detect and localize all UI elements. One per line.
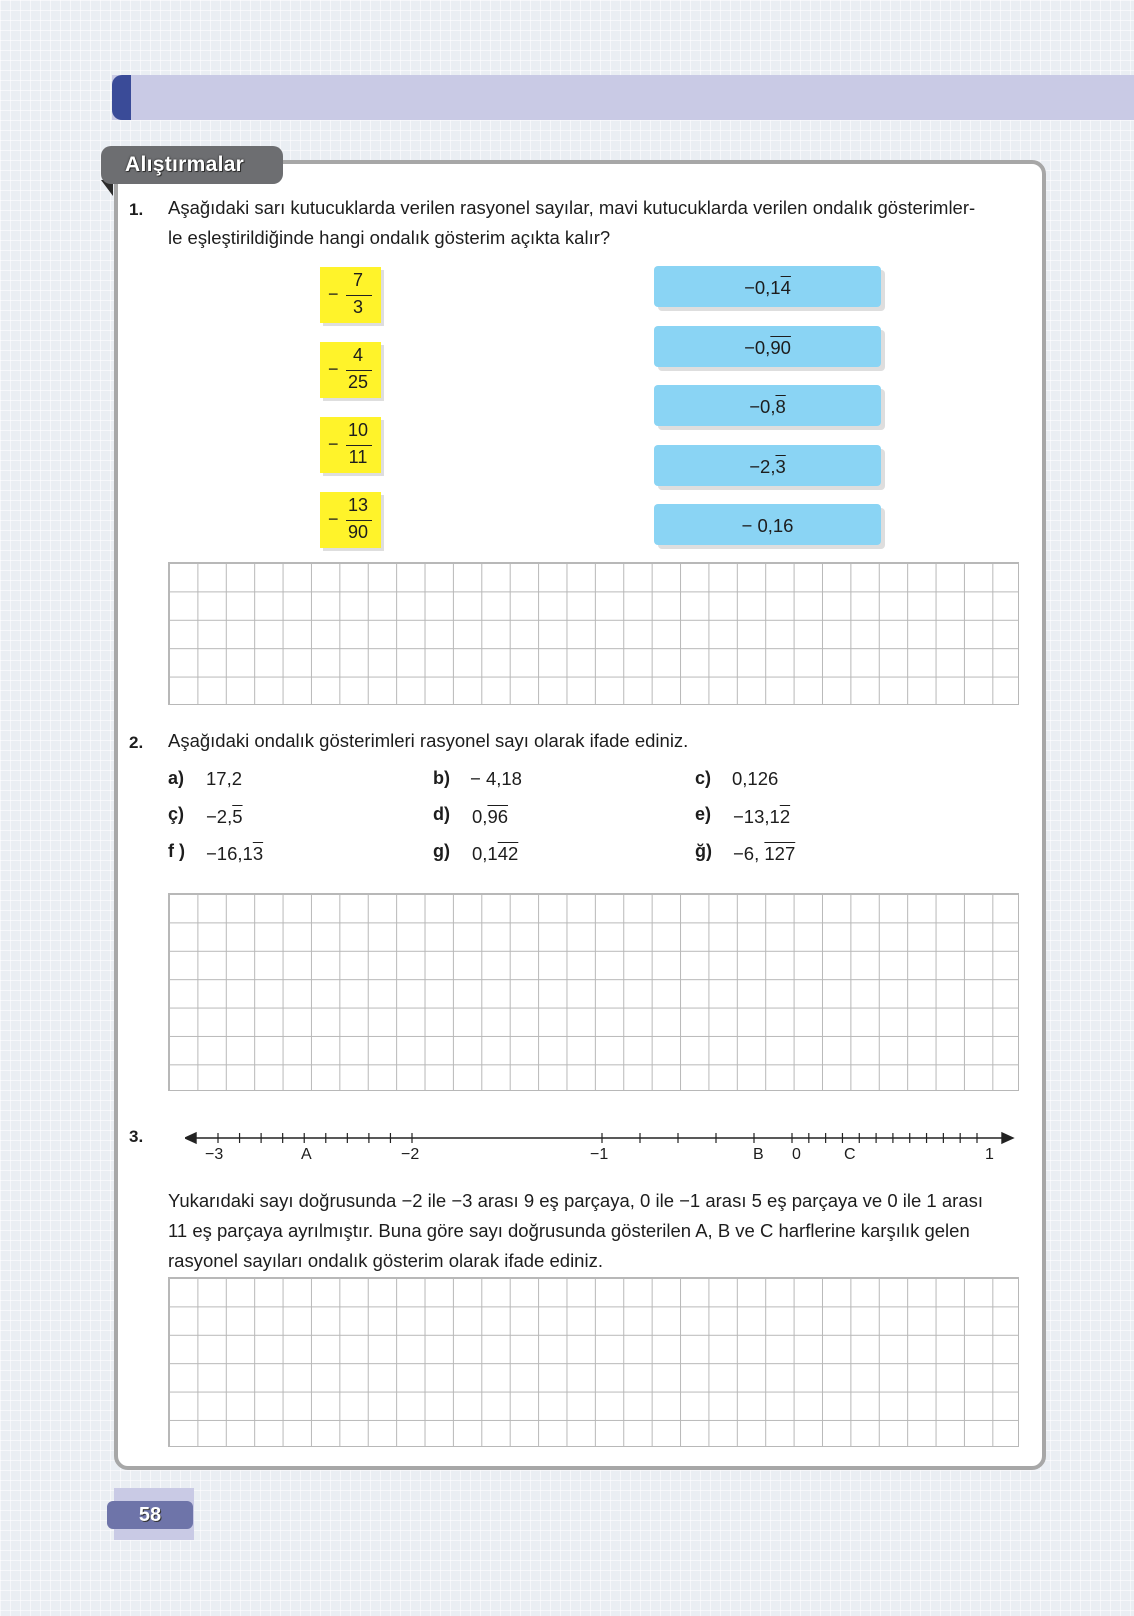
blue-box-4[interactable] bbox=[654, 445, 881, 486]
axis-label-one: 1 bbox=[985, 1146, 994, 1163]
decimal-prefix: −16,1 bbox=[206, 843, 253, 864]
right-arrow-icon bbox=[1002, 1133, 1013, 1143]
q2-label-g: g) bbox=[433, 841, 450, 861]
left-arrow-icon bbox=[185, 1133, 196, 1143]
axis-label-neg1: −1 bbox=[590, 1146, 609, 1163]
fraction-sign: − bbox=[328, 284, 339, 304]
axis-label-A: A bbox=[301, 1146, 312, 1163]
decimal-prefix: 0, bbox=[472, 806, 488, 827]
decimal-prefix: 0,126 bbox=[732, 768, 779, 789]
q2-label-f: f ) bbox=[168, 841, 185, 861]
number-line bbox=[185, 1128, 1015, 1148]
decimal-repeat: 127 bbox=[764, 843, 796, 864]
q2-text: Aşağıdaki ondalık gösterimleri rasyonel sayı olarak ifade ediniz. bbox=[168, 730, 689, 751]
q2-value-f bbox=[206, 843, 263, 865]
q1-answer-grid[interactable] bbox=[168, 562, 1019, 705]
header-band bbox=[112, 75, 1134, 120]
section-title: Alıştırmalar bbox=[101, 146, 283, 184]
q2-label-a: a) bbox=[168, 768, 185, 788]
decimal-prefix: 0,1 bbox=[472, 843, 498, 864]
decimal-prefix: − 0,16 bbox=[741, 515, 794, 536]
q2-label-b: b) bbox=[433, 768, 450, 788]
fraction-denominator: 90 bbox=[347, 522, 369, 542]
fraction-denominator: 3 bbox=[352, 297, 363, 317]
q3-text-line1: Yukarıdaki sayı doğrusunda −2 ile −3 arası 9 eş parçaya, 0 ile −1 arası 5 eş parçaya ve 0 ile 1 arası bbox=[168, 1190, 983, 1211]
q2-value-g bbox=[472, 843, 518, 865]
fraction-sign: − bbox=[328, 434, 339, 454]
decimal-prefix: −6, bbox=[733, 843, 765, 864]
q2-label-d: d) bbox=[433, 804, 450, 824]
q2-label-gbreve: ğ) bbox=[695, 841, 712, 861]
q2-number: 2. bbox=[129, 733, 144, 752]
fraction-bar bbox=[346, 295, 372, 296]
q1-text-line2: le eşleştirildiğinde hangi ondalık gösterim açıkta kalır? bbox=[168, 227, 611, 248]
decimal-repeat: 3 bbox=[252, 843, 264, 864]
blue-box-1[interactable] bbox=[654, 266, 881, 307]
decimal-prefix: −13,1 bbox=[733, 806, 780, 827]
axis-label-neg2: −2 bbox=[401, 1146, 420, 1163]
fraction-sign: − bbox=[328, 359, 339, 379]
decimal-repeat: 3 bbox=[775, 456, 786, 477]
fraction-denominator: 11 bbox=[348, 447, 368, 467]
q2-answer-grid[interactable] bbox=[168, 893, 1019, 1091]
fraction-numerator: 13 bbox=[347, 495, 369, 515]
decimal-prefix: 17,2 bbox=[206, 768, 243, 789]
decimal-prefix: −0,1 bbox=[744, 277, 781, 298]
q2-label-e: e) bbox=[695, 804, 712, 824]
decimal-prefix: −2, bbox=[749, 456, 776, 477]
blue-box-5[interactable] bbox=[654, 504, 881, 545]
q3-number: 3. bbox=[129, 1127, 144, 1146]
q2-value-gbreve bbox=[733, 843, 795, 865]
q3-text-line2: 11 eş parçaya ayrılmıştır. Buna göre sayı doğrusunda gösterilen A, B ve C harflerine karşılık gelen bbox=[168, 1220, 970, 1241]
yellow-box-4[interactable] bbox=[320, 492, 381, 548]
decimal-prefix: − 4,18 bbox=[470, 768, 522, 789]
q3-text-line3: rasyonel sayıları ondalık gösterim olarak ifade ediniz. bbox=[168, 1250, 603, 1271]
q2-value-e bbox=[733, 806, 790, 828]
fraction-numerator: 4 bbox=[352, 345, 363, 365]
decimal-repeat: 90 bbox=[770, 337, 791, 358]
fraction-numerator: 7 bbox=[352, 270, 363, 290]
decimal-repeat: 2 bbox=[779, 806, 791, 827]
fraction-denominator: 25 bbox=[347, 372, 369, 392]
decimal-repeat: 42 bbox=[497, 843, 519, 864]
yellow-box-1[interactable] bbox=[320, 267, 381, 323]
yellow-box-2[interactable] bbox=[320, 342, 381, 398]
q2-label-cedilla: ç) bbox=[168, 804, 185, 824]
axis-label-C: C bbox=[844, 1146, 856, 1163]
decimal-prefix: −0, bbox=[749, 396, 776, 417]
q2-value-d bbox=[472, 806, 508, 828]
page-number: 58 bbox=[107, 1501, 193, 1529]
axis-label-neg3: −3 bbox=[205, 1146, 224, 1163]
decimal-repeat: 96 bbox=[487, 806, 509, 827]
decimal-repeat: 8 bbox=[775, 396, 786, 417]
yellow-box-3[interactable] bbox=[320, 417, 381, 473]
fraction-sign: − bbox=[328, 509, 339, 529]
axis-label-zero: 0 bbox=[792, 1146, 801, 1163]
q1-text-line1: Aşağıdaki sarı kutucuklarda verilen rasyonel sayılar, mavi kutucuklarda verilen ondalık gösterimler- bbox=[168, 197, 976, 218]
decimal-prefix: −2, bbox=[206, 806, 233, 827]
fraction-bar bbox=[346, 445, 372, 446]
fraction-bar bbox=[346, 520, 372, 521]
q2-value-c bbox=[732, 768, 778, 790]
blue-box-2[interactable] bbox=[654, 326, 881, 367]
q2-label-c: c) bbox=[695, 768, 712, 788]
fraction-numerator: 10 bbox=[347, 420, 369, 440]
blue-box-3[interactable] bbox=[654, 385, 881, 426]
q2-value-cedilla bbox=[206, 806, 243, 828]
q1-number: 1. bbox=[129, 200, 144, 219]
q2-value-b bbox=[470, 768, 522, 790]
axis-label-B: B bbox=[753, 1146, 764, 1163]
decimal-prefix: −0, bbox=[744, 337, 771, 358]
q3-answer-grid[interactable] bbox=[168, 1277, 1019, 1447]
fraction-bar bbox=[346, 370, 372, 371]
q2-value-a bbox=[206, 768, 242, 790]
decimal-repeat: 5 bbox=[232, 806, 243, 827]
decimal-repeat: 4 bbox=[780, 277, 791, 298]
header-band-accent bbox=[112, 75, 131, 120]
